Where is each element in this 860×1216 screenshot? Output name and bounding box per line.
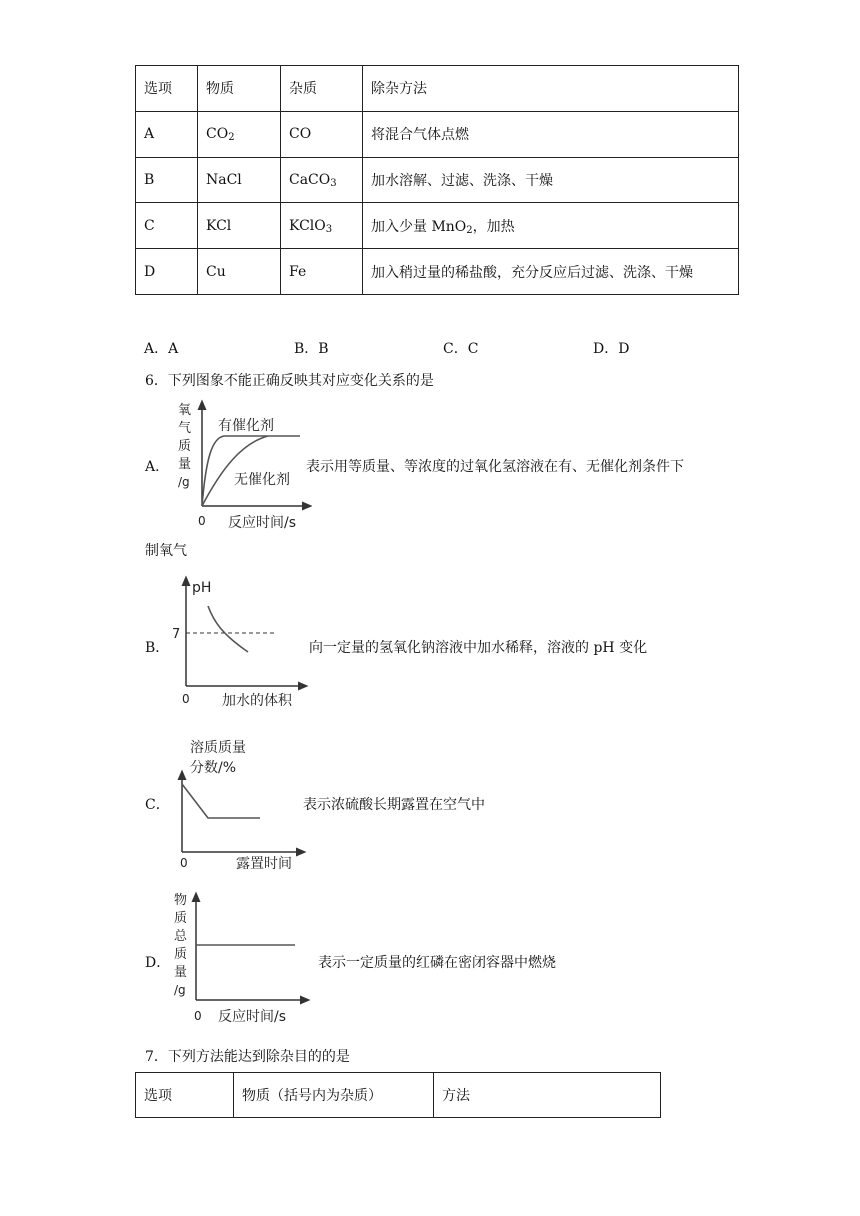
q6-d-description: 表示一定质量的红磷在密闭容器中燃烧 bbox=[318, 955, 556, 971]
y-label-line2: 分数/% bbox=[190, 760, 237, 776]
header-cell: 选项 bbox=[136, 1073, 234, 1118]
table-row bbox=[136, 157, 739, 203]
q6-option-c-label[interactable]: C． bbox=[145, 797, 170, 813]
q6-option-b-label[interactable]: B． bbox=[145, 640, 170, 656]
catalyst-curve bbox=[202, 436, 300, 506]
origin-label: 0 bbox=[194, 1009, 202, 1023]
impurity-cell: CO bbox=[281, 111, 363, 157]
method-cell: 加入稍过量的稀盐酸，充分反应后过滤、洗涤、干燥 bbox=[363, 249, 739, 295]
q6-a-description-cont: 制氧气 bbox=[145, 543, 187, 559]
header-cell: 物质（括号内为杂质） bbox=[234, 1073, 434, 1118]
curve-label-catalyst: 有催化剂 bbox=[218, 418, 274, 434]
option-cell: D bbox=[136, 249, 198, 295]
q6-b-graph bbox=[170, 572, 310, 708]
y-label-char: 物 bbox=[174, 893, 188, 908]
q6-c-graph bbox=[170, 734, 310, 874]
y-label-char: 质 bbox=[178, 439, 192, 454]
curve-label-no-catalyst: 无催化剂 bbox=[234, 472, 290, 488]
y-label-unit: /g bbox=[178, 475, 190, 489]
impurity-cell: KClO$_3$ bbox=[281, 203, 363, 249]
table-header-row bbox=[136, 1073, 661, 1118]
origin-label: 0 bbox=[182, 692, 190, 706]
x-label: 反应时间/s bbox=[228, 515, 297, 531]
q6-a-description: 表示用等质量、等浓度的过氧化氢溶液在有、无催化剂条件下 bbox=[306, 459, 684, 475]
option-cell: C bbox=[136, 203, 198, 249]
y-label-char: 量 bbox=[174, 965, 188, 980]
q6-option-a-label[interactable]: A． bbox=[145, 459, 170, 475]
method-cell: 加水溶解、过滤、洗涤、干燥 bbox=[363, 157, 739, 203]
method-cell: 将混合气体点燃 bbox=[363, 111, 739, 157]
y-tick-7: 7 bbox=[172, 627, 181, 642]
option-cell: A bbox=[136, 111, 198, 157]
table-row bbox=[136, 249, 739, 295]
answer-option-d[interactable]: D．D bbox=[593, 341, 630, 357]
substance-cell: $CO_2$ bbox=[198, 111, 281, 157]
q6-a-graph bbox=[172, 398, 312, 532]
y-label-line1: 溶质质量 bbox=[190, 740, 246, 756]
q6-c-description: 表示浓硫酸长期露置在空气中 bbox=[303, 797, 485, 813]
origin-label: 0 bbox=[180, 856, 188, 870]
answer-option-c[interactable]: C．C bbox=[443, 341, 479, 357]
method-cell: 加入少量 MnO$_2$，加热 bbox=[363, 203, 739, 249]
impurity-cell: Fe bbox=[281, 249, 363, 295]
header-cell: 物质 bbox=[198, 66, 281, 112]
y-label-char: 量 bbox=[178, 457, 192, 472]
answer-option-b[interactable]: B．B bbox=[294, 341, 329, 357]
impurity-cell: CaCO$_3$ bbox=[281, 157, 363, 203]
substance-cell: NaCl bbox=[198, 157, 281, 203]
option-cell: B bbox=[136, 157, 198, 203]
ph-curve bbox=[208, 606, 248, 652]
purification-table bbox=[135, 65, 739, 295]
y-label-char: 气 bbox=[178, 421, 192, 436]
q6-d-graph bbox=[168, 888, 312, 1028]
question-6-stem: 6．下列图象不能正确反映其对应变化关系的是 bbox=[145, 373, 434, 389]
table-header-row bbox=[136, 66, 739, 112]
y-label: pH bbox=[192, 580, 212, 596]
q6-b-description: 向一定量的氢氧化钠溶液中加水稀释，溶液的 pH 变化 bbox=[309, 640, 648, 656]
x-label: 反应时间/s bbox=[218, 1009, 287, 1025]
y-label-char: 质 bbox=[174, 947, 188, 962]
header-cell: 选项 bbox=[136, 66, 198, 112]
table-row bbox=[136, 111, 739, 157]
header-cell: 方法 bbox=[434, 1073, 661, 1118]
concentration-line bbox=[182, 784, 260, 818]
substance-cell: Cu bbox=[198, 249, 281, 295]
no-catalyst-curve bbox=[202, 436, 268, 506]
q6-option-d-label[interactable]: D． bbox=[145, 955, 171, 971]
origin-label: 0 bbox=[198, 514, 206, 528]
y-label-char: 质 bbox=[174, 911, 188, 926]
question-7-stem: 7．下列方法能达到除杂目的的是 bbox=[145, 1049, 350, 1065]
y-label-char: 总 bbox=[174, 929, 188, 944]
x-label: 露置时间 bbox=[236, 856, 292, 872]
y-label-unit: /g bbox=[174, 983, 186, 997]
table-row bbox=[136, 203, 739, 249]
header-cell: 除杂方法 bbox=[363, 66, 739, 112]
y-label-char: 氧 bbox=[178, 403, 192, 418]
x-label: 加水的体积 bbox=[222, 693, 292, 708]
q7-table bbox=[135, 1072, 661, 1118]
header-cell: 杂质 bbox=[281, 66, 363, 112]
substance-cell: KCl bbox=[198, 203, 281, 249]
answer-option-a[interactable]: A．A bbox=[144, 341, 179, 357]
